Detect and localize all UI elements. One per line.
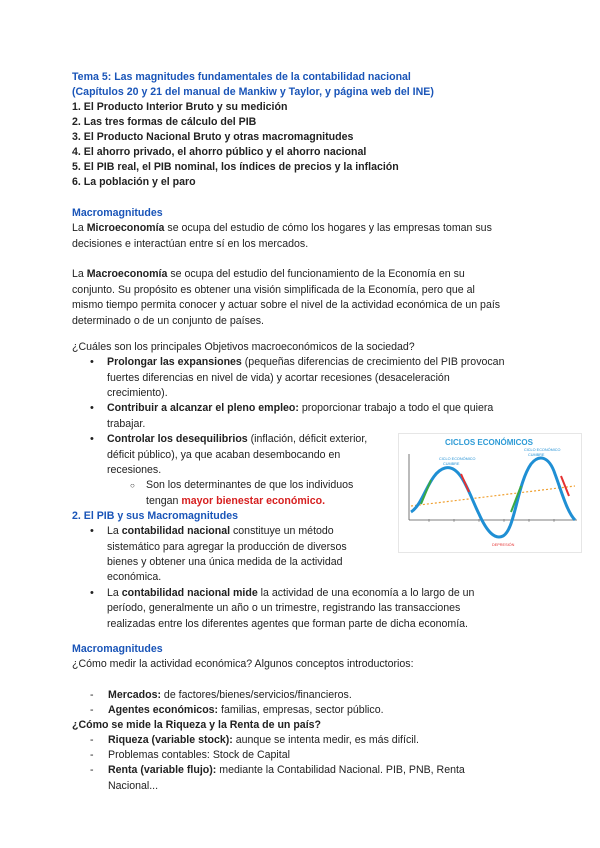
x-axis-ticks: [429, 519, 554, 522]
measure-question: ¿Cómo medir la actividad económica? Algunos conceptos introductorios:: [72, 658, 414, 671]
sub-list-item: ○ Son los determinantes de que los individuos tengan mayor bienestar económico.: [72, 478, 532, 509]
list-item: • Prolongar las expansiones (pequeñas diferencias de crecimiento del PIB provocan fuertes diferencias en nivel de vida) y acortar recesiones (desaceleración crecimiento).: [72, 355, 532, 401]
list-item: • La contabilidad nacional constituye un método sistemático para agregar la producción de diversos bienes y obtener una única medida de la actividad económica.: [72, 524, 397, 586]
outline-item: 1. El Producto Interior Bruto y su medición: [72, 101, 288, 113]
objectives-question: ¿Cuáles son los principales Objetivos macroeconómicos de la sociedad?: [72, 340, 415, 353]
micro-paragraph: La Microeconomía se ocupa del estudio de cómo los hogares y las empresas toman sus decisiones e interactúan entre sí en los mercados.: [72, 222, 492, 250]
peak-label: CUMBRE: [528, 453, 545, 457]
wealth-question: ¿Cómo se mide la Riqueza y la Renta de un país?: [72, 719, 322, 732]
outline-list: [72, 100, 532, 190]
highlight-text: mayor bienestar económico.: [181, 494, 326, 507]
list-item: • Controlar los desequilibrios (inflación, déficit exterior, déficit público), ya que acaban desembocando en recesiones.: [72, 432, 532, 478]
economic-cycles-diagram: [399, 434, 581, 552]
expansion-arrow: [421, 480, 431, 504]
macro-paragraph: La Macroeconomía se ocupa del estudio del funcionamiento de la Economía en su conjunto. Su propósito es obtener una visión simplificada de la Economía, pero que al mismo tiempo permita conocer y actuar sobre el nivel de la actividad económica de un país determinado o de un conjunto de países.: [72, 268, 501, 327]
outline-item: 2. Las tres formas de cálculo del PIB: [72, 116, 257, 128]
micro-term: Microeconomía: [86, 222, 165, 234]
section-heading: Macromagnitudes: [72, 207, 163, 219]
recession-arrow: [461, 474, 469, 492]
outline-item: 5. El PIB real, el PIB nominal, los índices de precios y la inflación: [72, 161, 399, 173]
figure-title: CICLOS ECONÓMICOS: [444, 438, 534, 447]
trend-line: [411, 486, 575, 506]
list-item: • La contabilidad nacional mide la actividad de una economía a lo largo de un período, generalmente un año o un trimestre, registrando las transacciones realizadas entre los diferentes agentes que forman parte de dicha economía.: [72, 586, 532, 632]
trough-label: DEPRESIÓN: [492, 543, 515, 547]
outline-item: 3. El Producto Nacional Bruto y otras macromagnitudes: [72, 131, 354, 143]
document-subtitle: (Capítulos 20 y 21 del manual de Mankiw y Taylor, y página web del INE): [72, 86, 434, 98]
dash-item: - Mercados: de factores/bienes/servicios/financieros.: [72, 688, 532, 703]
section-heading: 2. El PIB y sus Macromagnitudes: [72, 510, 239, 523]
dash-item: - Riqueza (variable stock): aunque se intenta medir, es más difícil.: [72, 733, 532, 748]
cycle-curve: [411, 458, 575, 537]
section-heading: Macromagnitudes: [72, 643, 163, 656]
document-page: [72, 70, 532, 794]
economic-cycles-figure: [398, 433, 582, 553]
macro-term: Macroeconomía: [86, 268, 168, 281]
dash-item: - Agentes económicos: familias, empresas, sector público.: [72, 703, 532, 718]
peak-label: CICLO ECONÓMICO: [439, 457, 476, 461]
list-item: • Contribuir a alcanzar el pleno empleo: proporcionar trabajo a todo el que quiera trabajar.: [72, 401, 532, 432]
outline-item: 4. El ahorro privado, el ahorro público y el ahorro nacional: [72, 146, 367, 158]
document-title: Tema 5: Las magnitudes fundamentales de la contabilidad nacional: [72, 71, 411, 83]
peak-label: CUMBRE: [443, 462, 460, 466]
outline-item: 6. La población y el paro: [72, 176, 196, 188]
dash-item: - Renta (variable flujo): mediante la Contabilidad Nacional. PIB, PNB, Renta Nacional...: [72, 763, 532, 793]
dash-item: - Problemas contables: Stock de Capital: [72, 748, 532, 763]
peak-label: CICLO ECONÓMICO: [524, 448, 561, 452]
